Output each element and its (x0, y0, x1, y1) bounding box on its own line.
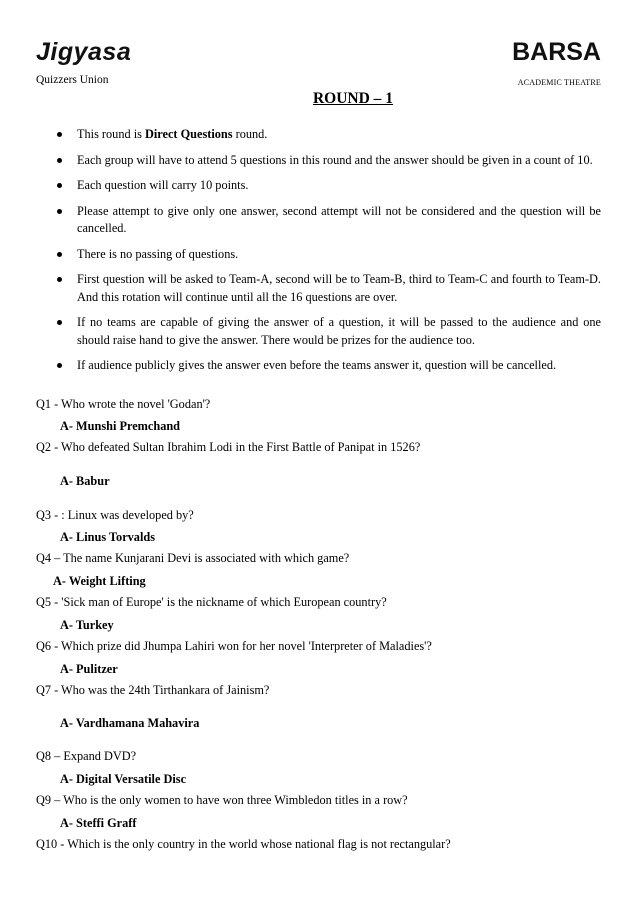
question-3: Q3 - : Linux was developed by? (36, 508, 194, 522)
rule-text: If no teams are capable of giving the answer of a question, it will be passed to the audience and one should raise hand to give the answer. There would be prizes for the audience too. (77, 315, 601, 347)
answer-7: A- Vardhamana Mahavira (60, 716, 200, 730)
question-4: Q4 – The name Kunjarani Devi is associated with which game? (36, 551, 350, 565)
bullet-icon (57, 132, 62, 137)
question-5: Q5 - 'Sick man of Europe' is the nickname of which European country? (36, 595, 387, 609)
answer-1: A- Munshi Premchand (60, 419, 181, 433)
rule-bold-text: Direct Questions (144, 127, 233, 141)
round-title: ROUND – 1 (312, 90, 394, 107)
jigyasa-logo: Jigyasa (36, 38, 132, 66)
rule-text: Please attempt to give only one answer, second attempt will not be considered and the question will be cancelled. (77, 203, 601, 235)
rule-item (48, 314, 601, 349)
question-10: Q10 - Which is the only country in the world whose national flag is not rectangular? (36, 837, 451, 851)
bullet-icon (57, 158, 62, 163)
bullet-icon (57, 277, 62, 282)
rule-item (48, 203, 601, 238)
answer-9: A- Steffi Graff (60, 816, 137, 830)
answer-8: A- Digital Versatile Disc (60, 772, 187, 786)
bullet-icon (57, 183, 62, 188)
question-8: Q8 – Expand DVD? (36, 749, 137, 763)
question-9: Q9 – Who is the only women to have won three Wimbledon titles in a row? (36, 793, 408, 807)
rule-item (48, 357, 601, 375)
rule-item (48, 271, 601, 306)
barsa-logo: BARSA (512, 38, 601, 66)
rule-item (48, 152, 601, 170)
rule-text: First question will be asked to Team-A, second will be to Team-B, third to Team-C and fourth to Team-D. And this rotation will continue until all the 16 questions are over. (77, 272, 601, 304)
question-7: Q7 - Who was the 24th Tirthankara of Jainism? (36, 683, 270, 697)
academic-theatre-label: ACADEMIC THEATRE (517, 78, 601, 87)
question-1: Q1 - Who wrote the novel 'Godan'? (36, 397, 211, 411)
bullet-icon (57, 320, 62, 325)
question-2: Q2 - Who defeated Sultan Ibrahim Lodi in the First Battle of Panipat in 1526? (36, 440, 421, 454)
rule-text: If audience publicly gives the answer even before the teams answer it, question will be cancelled. (77, 358, 557, 372)
rule-item (48, 246, 601, 264)
answer-3: A- Linus Torvalds (60, 530, 156, 544)
bullet-icon (57, 209, 62, 214)
answer-5: A- Turkey (60, 618, 114, 632)
question-6: Q6 - Which prize did Jhumpa Lahiri won for her novel 'Interpreter of Maladies'? (36, 639, 432, 653)
bullet-icon (57, 363, 62, 368)
rule-text: Each question will carry 10 points. (77, 178, 249, 192)
answer-4: A- Weight Lifting (53, 574, 146, 588)
quizzers-union-label: Quizzers Union (36, 74, 109, 86)
answer-6: A- Pulitzer (60, 662, 118, 676)
round-title-wrapper (0, 90, 638, 108)
rules-list (48, 126, 601, 383)
answer-2: A- Babur (60, 474, 110, 488)
rule-text: There is no passing of questions. (77, 246, 239, 261)
rule-item (48, 177, 601, 195)
rule-text-end: round. (232, 127, 268, 141)
rule-text: This round is (77, 127, 145, 141)
bullet-icon (57, 252, 62, 257)
rule-item (48, 126, 601, 144)
rule-text: Each group will have to attend 5 questions in this round and the answer should be given in a count of 10. (77, 152, 593, 167)
